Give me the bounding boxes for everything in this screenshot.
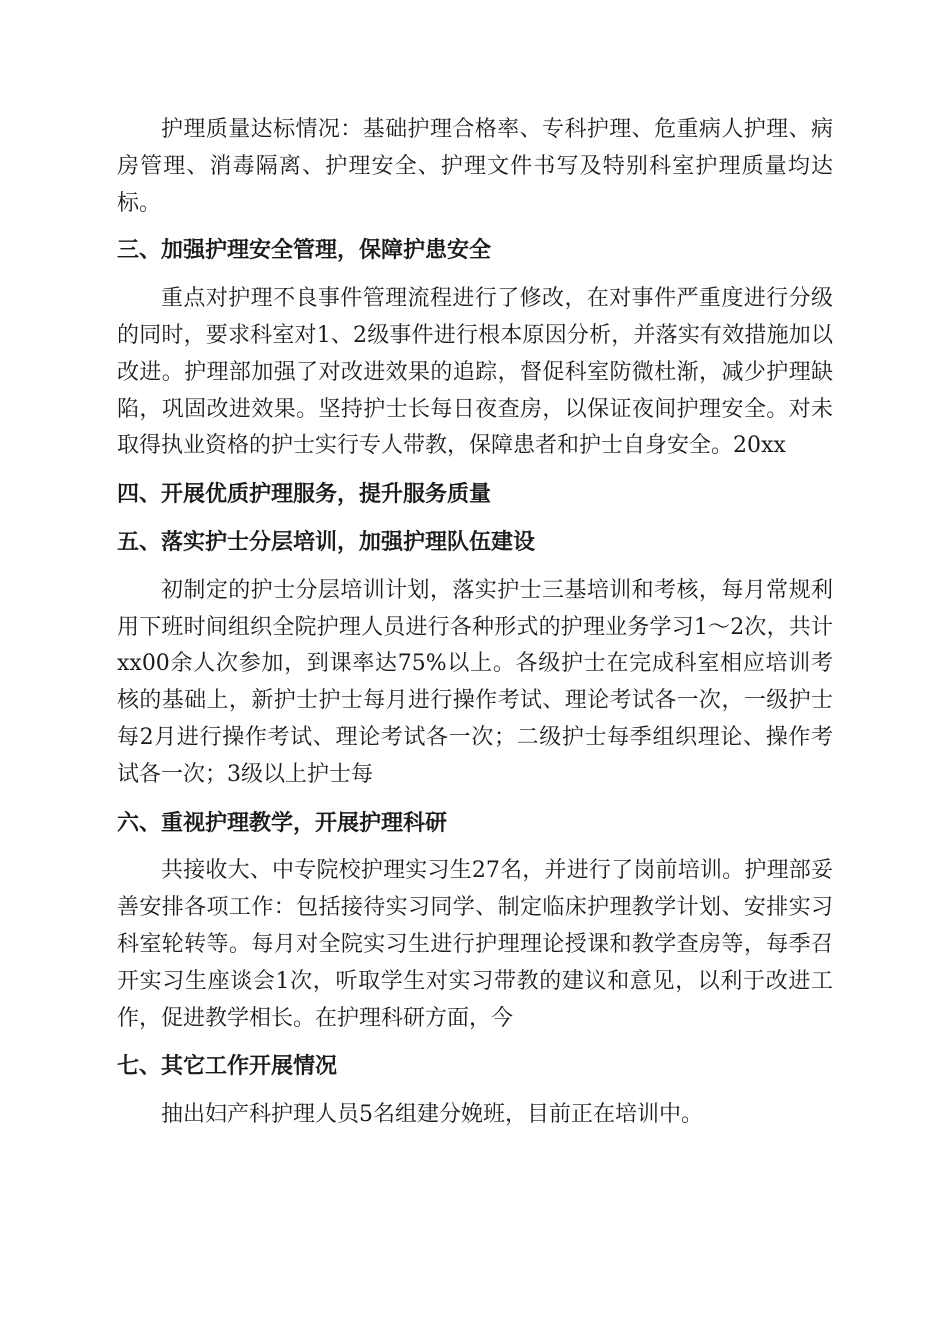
heading-section-6: 六、重视护理教学，开展护理科研 <box>117 810 448 836</box>
heading-section-5: 五、落实护士分层培训，加强护理队伍建设 <box>117 529 536 555</box>
paragraph-safety-management: 重点对护理不良事件管理流程进行了修改，在对事件严重度进行分级的同时，要求科室对1、2级事件进行根本原因分析，并落实有效措施加以改进。护理部加强了对改进效果的追踪，督促科室防微杜渐，减少护理缺陷，巩固改进效果。坚持护士长每日夜查房，以保证夜间护理安全。对未取得执业资格的护士实行专人带教，保障患者和护士自身安全。20xx <box>117 286 833 459</box>
heading-section-4: 四、开展优质护理服务，提升服务质量 <box>117 482 492 508</box>
paragraph-quality-standards: 护理质量达标情况：基础护理合格率、专科护理、危重病人护理、病房管理、消毒隔离、护理安全、护理文件书写及特别科室护理质量均达标。 <box>117 117 833 216</box>
heading-section-7: 七、其它工作开展情况 <box>117 1054 338 1080</box>
paragraph-teaching: 共接收大、中专院校护理实习生27名，并进行了岗前培训。护理部妥善安排各项工作：包括接待实习同学、制定临床护理教学计划、安排实习科室轮转等。每月对全院实习生进行护理理论授课和教学查房等，每季召开实习生座谈会1次，听取学生对实习带教的建议和意见，以利于改进工作，促进教学相长。在护理科研方面，今 <box>117 858 833 1031</box>
document-body <box>117 112 833 1134</box>
heading-section-3: 三、加强护理安全管理，保障护患安全 <box>117 238 492 264</box>
paragraph-other-work: 抽出妇产科护理人员5名组建分娩班，目前正在培训中。 <box>161 1102 703 1128</box>
paragraph-training: 初制定的护士分层培训计划，落实护士三基培训和考核，每月常规利用下班时间组织全院护理人员进行各种形式的护理业务学习1～2次，共计xx00余人次参加，到课率达75%以上。各级护士在完成科室相应培训考核的基础上，新护士护士每月进行操作考试、理论考试各一次，一级护士每2月进行操作考试、理论考试各一次；二级护士每季组织理论、操作考试各一次；3级以上护士每 <box>117 577 833 787</box>
